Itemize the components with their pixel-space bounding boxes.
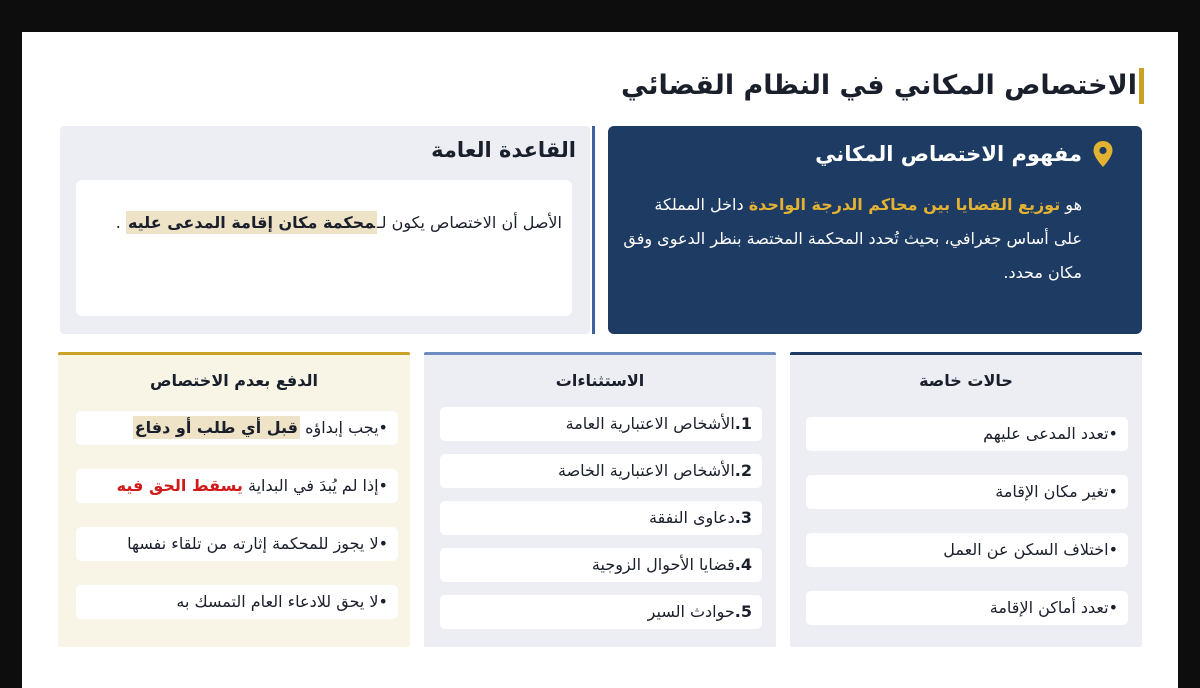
item-text: حوادث السير — [647, 602, 735, 621]
list-item — [440, 501, 762, 535]
list-item — [76, 411, 398, 445]
list-item — [440, 548, 762, 582]
defense-heading: الدفع بعدم الاختصاص — [149, 371, 319, 390]
item-text: قضايا الأحوال الزوجية — [591, 555, 735, 574]
item-text: الأشخاص الاعتبارية الخاصة — [557, 461, 735, 480]
concept-text — [622, 188, 1082, 290]
list-item — [440, 454, 762, 488]
general-rule-lead: الأصل أن الاختصاص يكون لـ — [376, 213, 562, 232]
page-title: الاختصاص المكاني في النظام القضائي — [621, 68, 1144, 104]
item-red-highlight: يسقط الحق فيه — [116, 476, 243, 495]
general-rule-card — [60, 126, 590, 334]
concept-text-highlight: توزيع القضايا بين محاكم الدرجة الواحدة — [748, 195, 1061, 214]
list-item: •لا يحق للادعاء العام التمسك به — [76, 585, 398, 619]
concept-text-rest: داخل المملكة على أساس جغرافي، بحيث تُحدد المحكمة المختصة بنظر الدعوى وفق مكان محدد. — [623, 195, 1082, 282]
item-text: •إذا لم يُبدَ في البداية — [247, 476, 388, 495]
location-pin-icon — [1092, 140, 1114, 168]
item-number: 1. — [734, 414, 752, 433]
list-item: •لا يجوز للمحكمة إثارته من تلقاء نفسها — [76, 527, 398, 561]
list-item — [440, 595, 762, 629]
general-rule-heading: القاعدة العامة — [431, 138, 576, 162]
concept-heading: مفهوم الاختصاص المكاني — [815, 142, 1082, 166]
general-rule-highlight: محكمة مكان إقامة المدعى عليه — [127, 213, 375, 232]
exceptions-column — [424, 352, 776, 647]
item-text: •يجب إبداؤه — [305, 418, 388, 437]
general-rule-box — [76, 180, 572, 316]
item-text: الأشخاص الاعتبارية العامة — [565, 414, 735, 433]
list-item: •تغير مكان الإقامة — [806, 475, 1128, 509]
exceptions-heading: الاستثناءات — [555, 371, 645, 390]
concept-text-lead: هو — [1065, 195, 1082, 214]
list-item — [76, 469, 398, 503]
item-number: 2. — [734, 461, 752, 480]
concept-heading-row — [815, 140, 1114, 168]
special-cases-column — [790, 352, 1142, 647]
general-rule-end: . — [115, 213, 121, 232]
concept-card — [608, 126, 1142, 334]
document-page — [22, 32, 1178, 688]
item-number: 5. — [734, 602, 752, 621]
list-item: •تعدد المدعى عليهم — [806, 417, 1128, 451]
item-text: دعاوى النفقة — [648, 508, 735, 527]
list-item: •تعدد أماكن الإقامة — [806, 591, 1128, 625]
defense-column — [58, 352, 410, 647]
general-rule-text — [102, 204, 562, 242]
list-item: •اختلاف السكن عن العمل — [806, 533, 1128, 567]
item-number: 3. — [734, 508, 752, 527]
rule-divider — [592, 126, 595, 334]
item-highlight: قبل أي طلب أو دفاع — [134, 418, 299, 437]
special-cases-heading: حالات خاصة — [919, 371, 1013, 390]
list-item — [440, 407, 762, 441]
item-number: 4. — [734, 555, 752, 574]
